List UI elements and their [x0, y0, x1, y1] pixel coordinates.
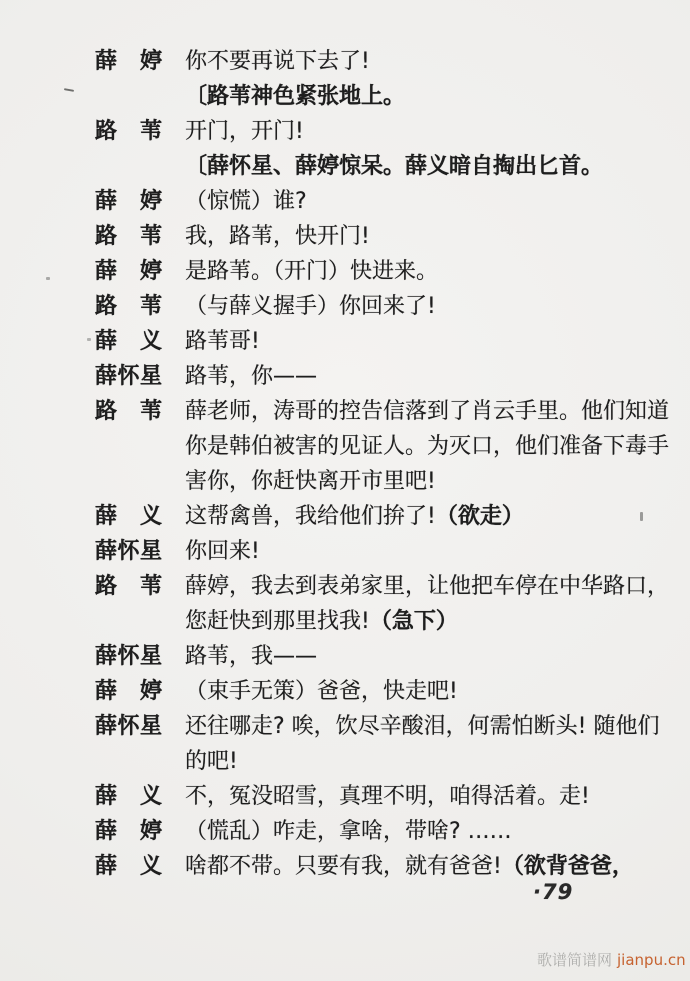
script-line — [95, 394, 670, 429]
dialogue-text: （束手无策）爸爸，快走吧! — [185, 679, 458, 704]
stage-direction-inline: （欲背爸爸， — [501, 854, 634, 879]
stage-direction-inline: （急下） — [369, 609, 458, 634]
stage-direction-inline: （欲走） — [435, 504, 524, 529]
script-line — [95, 184, 655, 219]
script-line — [95, 779, 655, 814]
dialogue-text: 路苇，我—— — [185, 644, 318, 669]
script-line-continuation — [95, 464, 655, 499]
script-line-continuation — [95, 604, 655, 639]
speaker-name: 薛 婷 — [95, 259, 163, 284]
scan-noise-mark — [640, 512, 643, 521]
speaker-name: 薛 义 — [95, 854, 163, 879]
script-line — [95, 114, 655, 149]
speaker-name: 薛怀星 — [95, 714, 163, 739]
stage-direction: 〔薛怀星、薛婷惊呆。薛义暗自掏出匕首。 — [185, 154, 604, 179]
script-line-continuation — [95, 429, 670, 464]
script-line — [95, 849, 655, 884]
dialogue-text: 我，路苇，快开门! — [185, 224, 370, 249]
speaker-name: 薛 婷 — [95, 189, 163, 214]
dialogue-text: 是路苇。（开门）快进来。 — [185, 259, 439, 284]
dialogue-text: 你是韩伯被害的见证人。为灭口，他们准备下毒手 — [185, 434, 670, 459]
script-line — [95, 324, 655, 359]
dialogue-text: 这帮禽兽，我给他们拚了! — [185, 504, 436, 529]
speaker-name: 路 苇 — [95, 294, 163, 319]
script-line — [95, 499, 655, 534]
script-line — [95, 79, 655, 114]
script-line — [95, 254, 655, 289]
speaker-name: 路 苇 — [95, 119, 163, 144]
dialogue-text: 路苇哥! — [185, 329, 260, 354]
speaker-name: 薛 婷 — [95, 819, 163, 844]
script-line — [95, 709, 660, 744]
dialogue-text: （与薛义握手）你回来了! — [185, 294, 436, 319]
dialogue-text: 还往哪走? 唉，饮尽辛酸泪，何需怕断头! 随他们 — [185, 714, 660, 739]
script-line — [95, 639, 655, 674]
script-line-continuation — [95, 744, 655, 779]
scan-noise-mark — [46, 277, 50, 280]
script-line — [95, 44, 655, 79]
script-line — [95, 359, 655, 394]
dialogue-text: 开门，开门! — [185, 119, 304, 144]
watermark-site-name: 歌谱简谱网 — [537, 951, 613, 969]
watermark-site-url: jianpu.cn — [617, 951, 686, 969]
speaker-name: 薛 婷 — [95, 679, 163, 704]
page-number: ·79 — [533, 880, 574, 904]
dialogue-text: 你不要再说下去了! — [185, 49, 370, 74]
watermark — [537, 949, 686, 970]
dialogue-text: 您赶快到那里找我! — [185, 609, 370, 634]
speaker-name: 薛 义 — [95, 784, 163, 809]
speaker-name: 路 苇 — [95, 224, 163, 249]
speaker-name: 薛 义 — [95, 504, 163, 529]
script-line — [95, 674, 655, 709]
dialogue-text: 路苇，你—— — [185, 364, 318, 389]
script-line — [95, 289, 655, 324]
script-line — [95, 219, 655, 254]
scan-noise-mark — [64, 88, 74, 92]
speaker-name: 路 苇 — [95, 399, 163, 424]
dialogue-text: 的吧! — [185, 749, 238, 774]
dialogue-text: 啥都不带。只要有我，就有爸爸! — [185, 854, 502, 879]
speaker-name: 薛 婷 — [95, 49, 163, 74]
scan-noise-mark — [87, 338, 91, 341]
speaker-name: 路 苇 — [95, 574, 163, 599]
stage-direction: 〔路苇神色紧张地上。 — [185, 84, 406, 109]
dialogue-text: 薛老师，涛哥的控告信落到了肖云手里。他们知道 — [185, 399, 670, 424]
script-line — [95, 534, 655, 569]
script-line — [95, 569, 670, 604]
dialogue-text: （惊慌）谁? — [185, 189, 307, 214]
speaker-name: 薛 义 — [95, 329, 163, 354]
dialogue-text: 不，冤没昭雪，真理不明，咱得活着。走! — [185, 784, 590, 809]
speaker-name: 薛怀星 — [95, 644, 163, 669]
speaker-name: 薛怀星 — [95, 539, 163, 564]
speaker-name: 薛怀星 — [95, 364, 163, 389]
dialogue-text: 你回来! — [185, 539, 260, 564]
script-body — [95, 44, 670, 884]
script-line — [95, 814, 655, 849]
dialogue-text: 薛婷，我去到表弟家里，让他把车停在中华路口， — [185, 574, 670, 599]
dialogue-text: （慌乱）咋走，拿啥，带啥? …… — [185, 819, 512, 844]
dialogue-text: 害你，你赶快离开市里吧! — [185, 469, 436, 494]
script-line — [95, 149, 655, 184]
